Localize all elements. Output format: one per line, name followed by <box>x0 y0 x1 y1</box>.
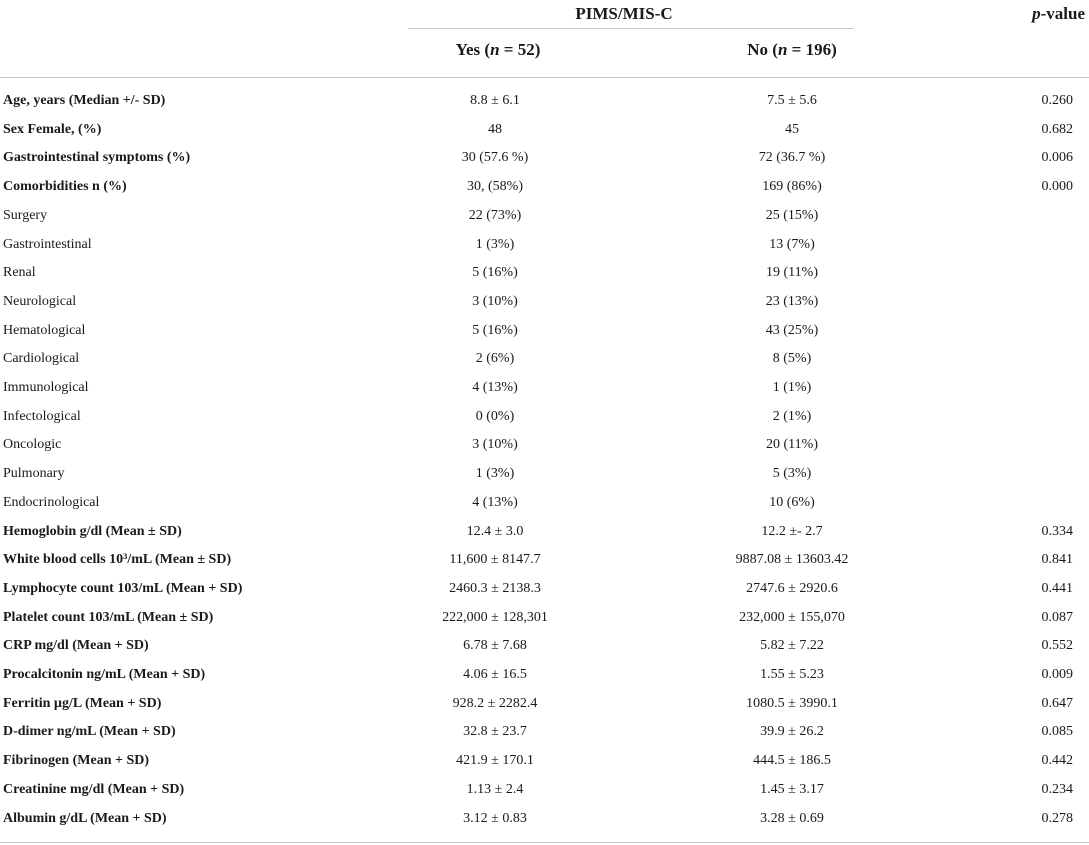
yes-value: 12.4 ± 3.0 <box>466 523 524 539</box>
yes-value: 5 (16%) <box>472 265 518 281</box>
p-value: 0.552 <box>1041 638 1073 654</box>
no-value: 20 (11%) <box>766 437 818 453</box>
yes-value: 4 (13%) <box>472 494 518 510</box>
row-label: Procalcitonin ng/mL (Mean + SD) <box>3 667 206 682</box>
row-label: Gastrointestinal symptoms (%) <box>3 150 191 166</box>
table-row <box>0 374 1089 403</box>
yes-value: 1 (3%) <box>475 466 515 482</box>
p-value: 0.647 <box>1041 695 1073 711</box>
p-value: 0.006 <box>1041 150 1073 166</box>
no-value: 444.5 ± 186.5 <box>753 753 831 769</box>
table-bottom-rule <box>0 842 1089 843</box>
table-row <box>0 690 1089 719</box>
no-value: 25 (15%) <box>765 207 819 223</box>
table-row <box>0 173 1089 202</box>
no-value: 1.45 ± 3.17 <box>760 781 824 797</box>
no-value: 12.2 ±- 2.7 <box>761 523 823 539</box>
yes-value: 11,600 ± 8147.7 <box>449 552 541 568</box>
row-label: Fibrinogen (Mean + SD) <box>3 753 150 769</box>
p-value: 0.000 <box>1041 179 1073 195</box>
yes-value: 32.8 ± 23.7 <box>463 724 527 740</box>
yes-value: 8.8 ± 6.1 <box>470 93 520 108</box>
no-value: 19 (11%) <box>766 265 818 281</box>
yes-value: 928.2 ± 2282.4 <box>452 695 538 711</box>
no-value: 169 (86%) <box>762 179 822 195</box>
p-value: 0.278 <box>1041 810 1073 826</box>
row-label: Infectological <box>3 408 81 424</box>
no-column-header: No (n = 196) <box>747 40 837 59</box>
table-row <box>0 718 1089 747</box>
row-label: Surgery <box>3 207 48 223</box>
row-label: Hemoglobin g/dl (Mean ± SD) <box>3 523 182 539</box>
yes-column-header: Yes (n = 52) <box>455 40 541 59</box>
table-row <box>0 575 1089 604</box>
p-value: 0.442 <box>1041 753 1073 769</box>
p-value: 0.009 <box>1041 667 1073 682</box>
no-value: 72 (36.7 %) <box>758 150 826 166</box>
table-row <box>0 231 1089 260</box>
no-value: 5 (3%) <box>772 466 812 482</box>
table-row <box>0 661 1089 690</box>
table-row <box>0 403 1089 432</box>
p-value: 0.234 <box>1041 781 1073 797</box>
header-divider <box>0 77 1089 78</box>
yes-value: 0 (0%) <box>475 408 515 424</box>
table-row <box>0 288 1089 317</box>
row-label: D-dimer ng/mL (Mean + SD) <box>3 724 176 740</box>
row-label: Pulmonary <box>3 466 65 482</box>
table-row <box>0 518 1089 547</box>
table-row <box>0 87 1089 116</box>
p-value: 0.841 <box>1041 552 1073 568</box>
p-value: 0.087 <box>1041 609 1073 625</box>
no-value: 8 (5%) <box>772 351 812 367</box>
yes-value: 1.13 ± 2.4 <box>466 781 524 797</box>
row-label: Neurological <box>3 293 77 309</box>
yes-value: 2460.3 ± 2138.3 <box>449 580 541 596</box>
no-value: 5.82 ± 7.22 <box>760 638 824 654</box>
table-row <box>0 345 1089 374</box>
no-value: 23 (13%) <box>765 293 819 309</box>
no-value: 2 (1%) <box>772 408 812 424</box>
table-row <box>0 546 1089 575</box>
p-value: 0.260 <box>1041 93 1073 108</box>
no-value: 13 (7%) <box>769 236 815 252</box>
yes-value: 48 <box>488 121 502 137</box>
no-value: 1 (1%) <box>772 380 812 395</box>
row-label: Cardiological <box>3 351 80 367</box>
table-row <box>0 144 1089 173</box>
no-value: 9887.08 ± 13603.42 <box>735 552 849 568</box>
row-label: Oncologic <box>3 437 62 453</box>
no-value: 10 (6%) <box>769 494 815 510</box>
yes-value: 6.78 ± 7.68 <box>463 638 527 654</box>
row-label: Sex Female, (%) <box>3 121 102 137</box>
row-label: Creatinine mg/dl (Mean + SD) <box>3 781 185 797</box>
row-label: White blood cells 10³/mL (Mean ± SD) <box>3 552 232 568</box>
no-value: 7.5 ± 5.6 <box>767 93 817 108</box>
row-label: Ferritin µg/L (Mean + SD) <box>3 695 162 711</box>
table-row <box>0 259 1089 288</box>
yes-value: 3.12 ± 0.83 <box>463 810 527 826</box>
table-row <box>0 604 1089 633</box>
group-underline <box>408 28 854 29</box>
yes-value: 22 (73%) <box>468 207 522 223</box>
yes-value: 222,000 ± 128,301 <box>442 609 548 625</box>
table-row <box>0 805 1089 834</box>
row-label: Age, years (Median +/- SD) <box>3 93 166 108</box>
table-row <box>0 632 1089 661</box>
table-row <box>0 747 1089 776</box>
row-label: Platelet count 103/mL (Mean ± SD) <box>3 609 214 625</box>
table-row <box>0 116 1089 145</box>
yes-value: 30, (58%) <box>467 179 523 195</box>
row-label: Renal <box>3 265 36 281</box>
table-row <box>0 460 1089 489</box>
p-value: 0.085 <box>1041 724 1073 740</box>
table-row <box>0 431 1089 460</box>
row-label: Comorbidities n (%) <box>3 179 127 195</box>
row-label: Endocrinological <box>3 494 100 510</box>
table-row <box>0 776 1089 805</box>
yes-value: 3 (10%) <box>472 437 518 453</box>
table-row <box>0 202 1089 231</box>
table-row <box>0 317 1089 346</box>
no-value: 1.55 ± 5.23 <box>760 667 824 682</box>
yes-value: 4 (13%) <box>472 380 518 395</box>
row-label: Lymphocyte count 103/mL (Mean + SD) <box>3 580 243 596</box>
group-header: PIMS/MIS-C <box>575 4 673 23</box>
table-row <box>0 489 1089 518</box>
row-label: Hematological <box>3 322 86 338</box>
no-value: 232,000 ± 155,070 <box>739 609 845 625</box>
row-label: CRP mg/dl (Mean + SD) <box>3 638 149 654</box>
no-value: 39.9 ± 26.2 <box>760 724 824 740</box>
yes-value: 30 (57.6 %) <box>461 150 529 166</box>
yes-value: 3 (10%) <box>472 293 518 309</box>
row-label: Albumin g/dL (Mean + SD) <box>3 810 167 826</box>
p-value: 0.441 <box>1041 580 1073 596</box>
no-value: 3.28 ± 0.69 <box>760 810 824 826</box>
row-label: Immunological <box>3 380 89 395</box>
no-value: 43 (25%) <box>765 322 819 338</box>
yes-value: 5 (16%) <box>472 322 518 338</box>
p-value: 0.682 <box>1041 121 1073 137</box>
pvalue-header: p-value <box>1032 4 1085 23</box>
yes-value: 4.06 ± 16.5 <box>463 667 527 682</box>
no-value: 45 <box>785 121 799 137</box>
yes-value: 2 (6%) <box>475 351 515 367</box>
no-value: 2747.6 ± 2920.6 <box>746 580 838 596</box>
row-label: Gastrointestinal <box>3 236 92 252</box>
yes-value: 421.9 ± 170.1 <box>456 753 534 769</box>
yes-value: 1 (3%) <box>475 236 515 252</box>
p-value: 0.334 <box>1041 523 1073 539</box>
no-value: 1080.5 ± 3990.1 <box>746 695 838 711</box>
